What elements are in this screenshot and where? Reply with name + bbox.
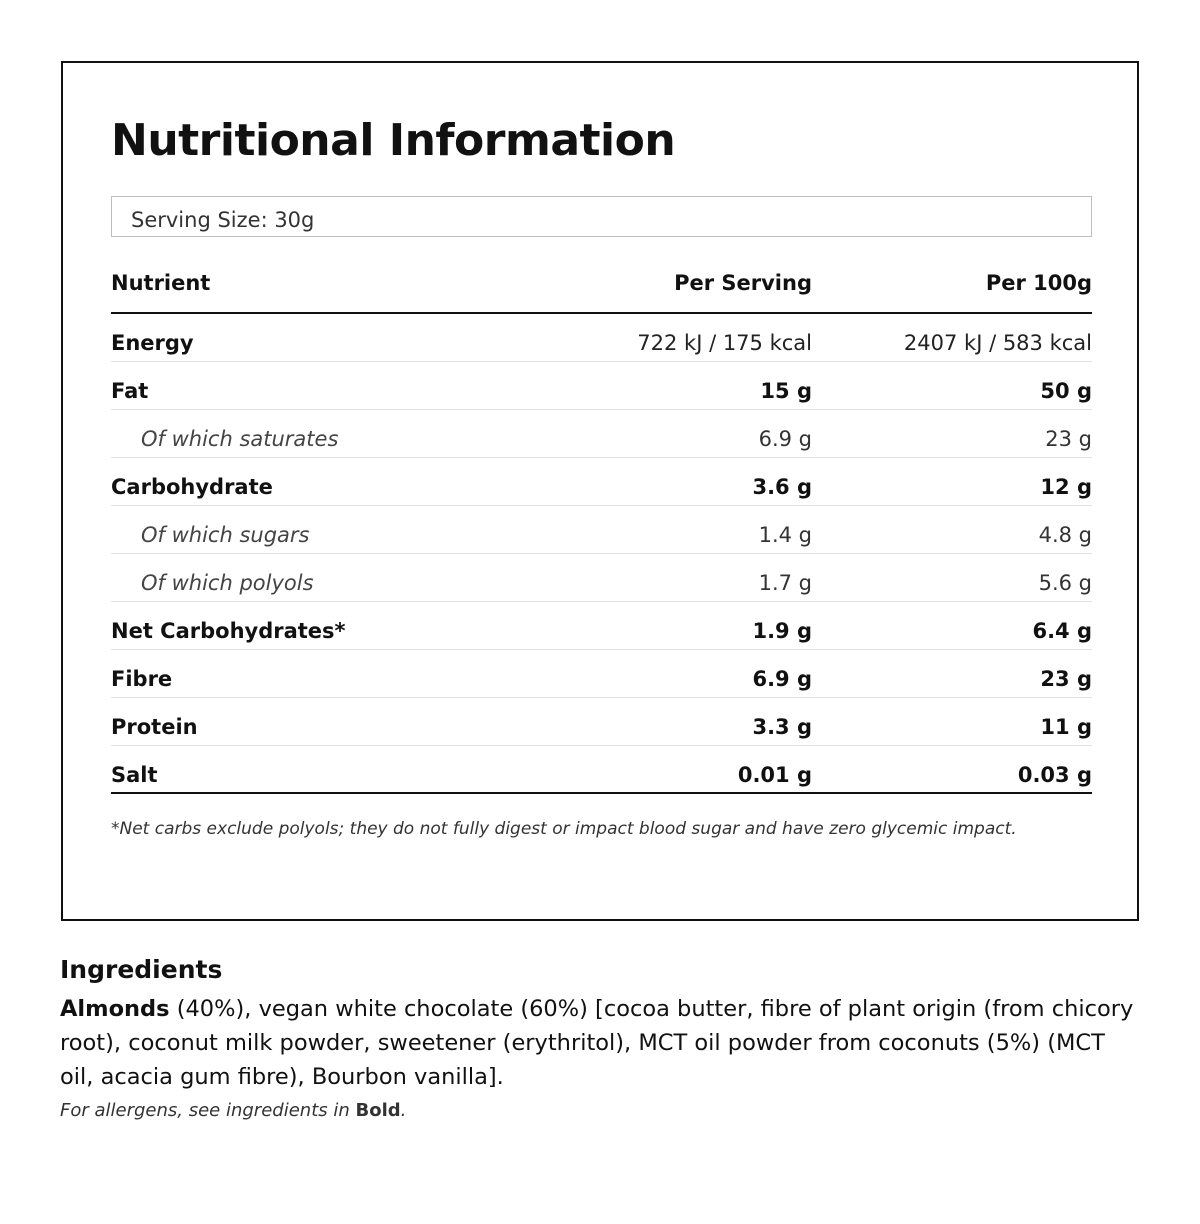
table-row-salt [111,746,1092,794]
per-100g-value: 12 g [1040,475,1092,499]
allergen-note-suffix: . [400,1100,407,1121]
ingredient-allergen-almonds: Almonds [60,996,170,1022]
per-serving-value: 722 kJ / 175 kcal [637,331,812,355]
per-serving-value: 3.3 g [752,715,812,739]
table-row-energy [111,314,1092,362]
net-carbs-footnote: *Net carbs exclude polyols; they do not fully digest or impact blood sugar and have zero glycemic impact. [111,819,1017,839]
serving-size-box: Serving Size: 30g [111,196,1092,237]
ingredients-title: Ingredients [60,955,223,984]
table-row-polyols [111,554,1092,602]
nutrient-name: Of which polyols [141,571,314,595]
per-100g-value: 23 g [1040,667,1092,691]
per-100g-value: 6.4 g [1032,619,1092,643]
nutrition-table [111,258,1092,794]
per-100g-value: 0.03 g [1017,763,1092,787]
table-row-saturates [111,410,1092,458]
per-serving-value: 3.6 g [752,475,812,499]
nutrient-name: Fat [111,379,149,403]
per-serving-value: 15 g [760,379,812,403]
ingredients-section [60,952,1140,1124]
allergen-note-prefix: For allergens, see ingredients in [60,1100,356,1121]
table-row-carbohydrate [111,458,1092,506]
table-row-net-carbohydrates [111,602,1092,650]
per-serving-value: 6.9 g [752,667,812,691]
per-100g-value: 11 g [1040,715,1092,739]
per-100g-value: 5.6 g [1038,571,1092,595]
nutrient-name: Net Carbohydrates* [111,619,346,643]
header-nutrient: Nutrient [111,271,211,295]
nutrient-name: Fibre [111,667,173,691]
table-row-protein [111,698,1092,746]
per-serving-value: 0.01 g [737,763,812,787]
nutrient-name: Protein [111,715,198,739]
ingredients-list: (40%), vegan white chocolate (60%) [cocoa butter, fibre of plant origin (from chicory root), coconut milk powder, sweetener (erythritol), MCT oil powder from coconuts (5%) (MCT oil, acacia gum fibre), Bourbon vanilla]. [60,996,1134,1090]
nutrition-panel [61,61,1139,921]
nutrient-name: Of which sugars [141,523,310,547]
nutrient-name: Energy [111,331,194,355]
per-100g-value: 4.8 g [1038,523,1092,547]
per-serving-value: 1.7 g [758,571,812,595]
nutrient-name: Carbohydrate [111,475,273,499]
table-row-fat [111,362,1092,410]
header-per-100g: Per 100g [985,271,1092,295]
per-serving-value: 1.4 g [758,523,812,547]
ingredients-text [60,992,1140,1094]
per-serving-value: 6.9 g [758,427,812,451]
per-serving-value: 1.9 g [752,619,812,643]
allergen-note [60,1098,1140,1124]
panel-title: Nutritional Information [111,115,676,166]
table-row-sugars [111,506,1092,554]
header-per-serving: Per Serving [674,271,812,295]
per-100g-value: 50 g [1040,379,1092,403]
allergen-note-bold: Bold [355,1100,401,1121]
table-row-fibre [111,650,1092,698]
per-100g-value: 2407 kJ / 583 kcal [903,331,1092,355]
per-100g-value: 23 g [1045,427,1092,451]
nutrient-name: Of which saturates [141,427,339,451]
table-header-row [111,258,1092,314]
nutrient-name: Salt [111,763,158,787]
